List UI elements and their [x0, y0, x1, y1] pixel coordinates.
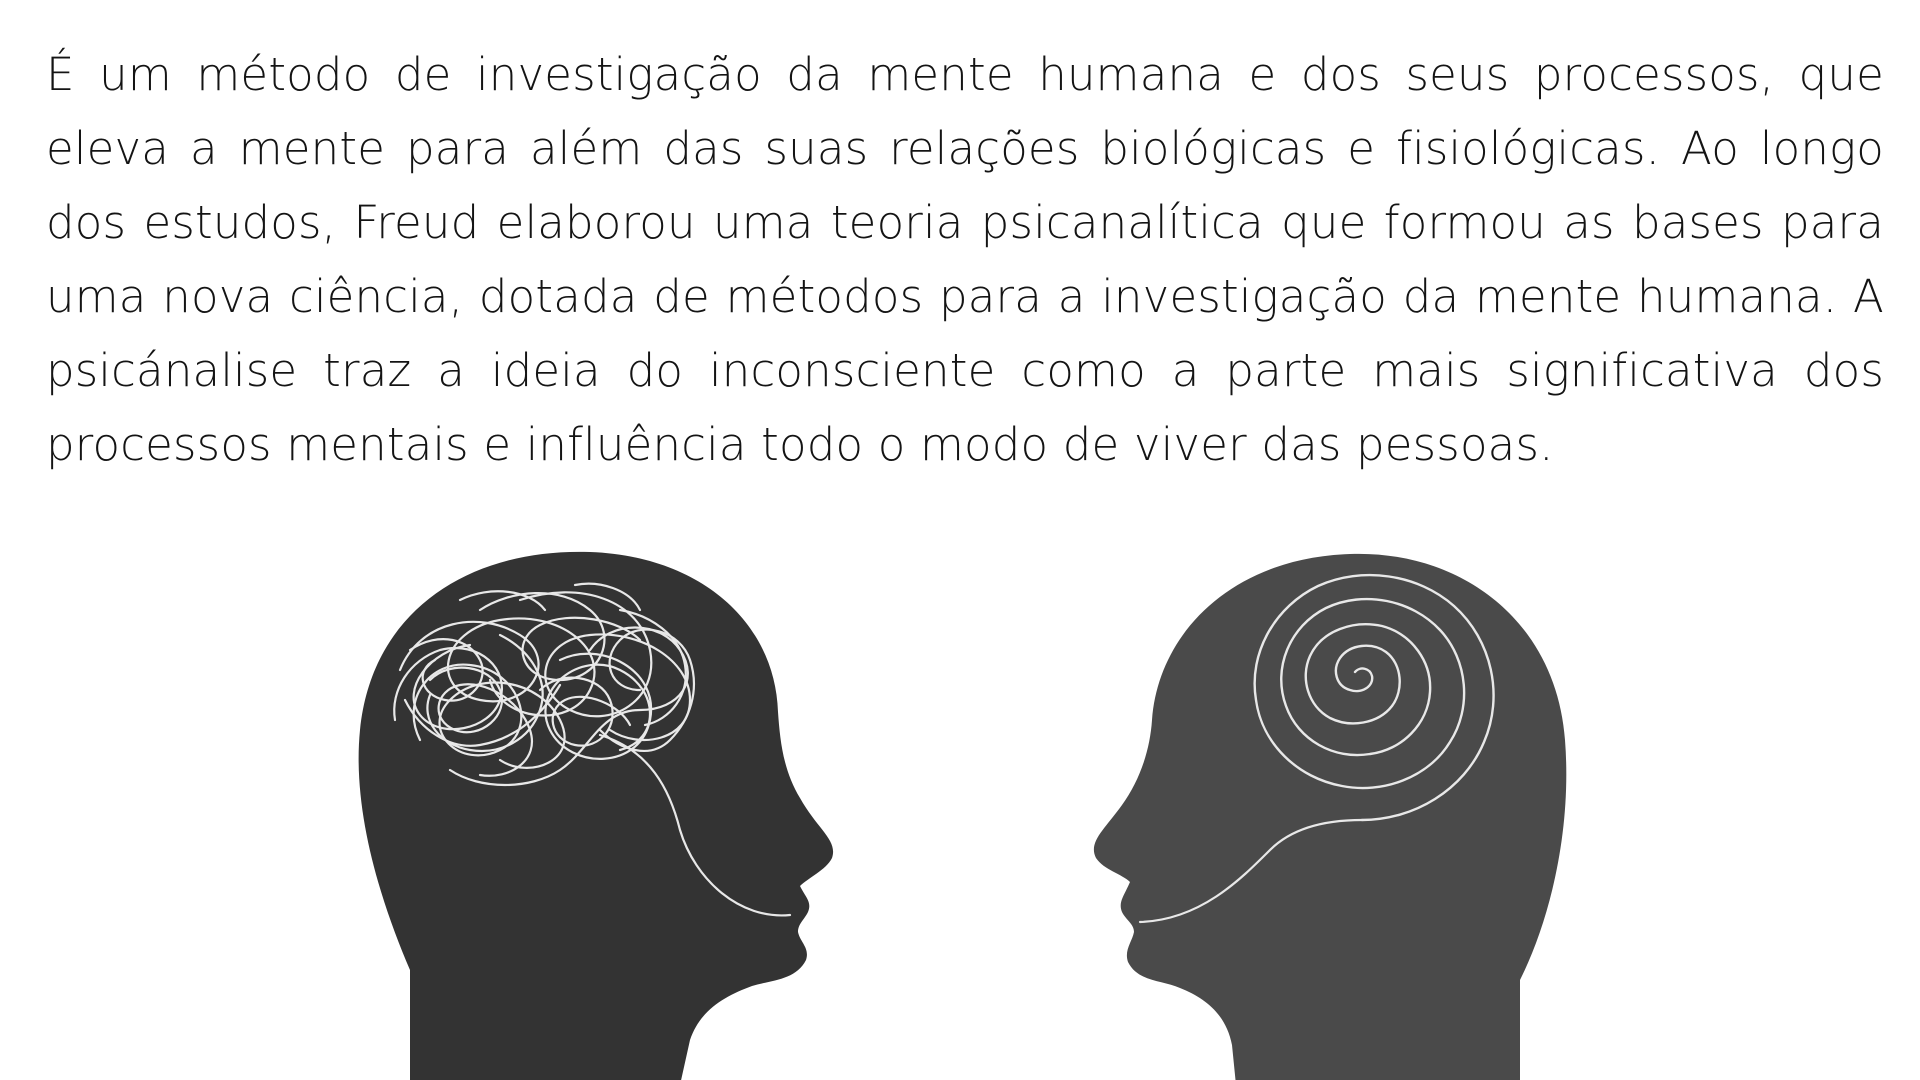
left-head-silhouette — [359, 552, 833, 1080]
two-heads-illustration — [0, 540, 1920, 1080]
spiral-mind-head-icon — [1094, 554, 1566, 1080]
tangled-mind-head-icon — [359, 552, 833, 1080]
body-paragraph: É um método de investigação da mente humana e dos seus processos, que eleva a mente para além das suas relações biológicas e fisiológicas. Ao longo dos estudos, Freud elaborou uma teoria psicanalítica que formou as bases para uma nova ciência, dotada de métodos para a investigação da mente humana. A psicánalise traz a ideia do inconsciente como a parte mais significativa dos processos mentais e influência todo o modo de viver das pessoas. — [46, 48, 1884, 471]
